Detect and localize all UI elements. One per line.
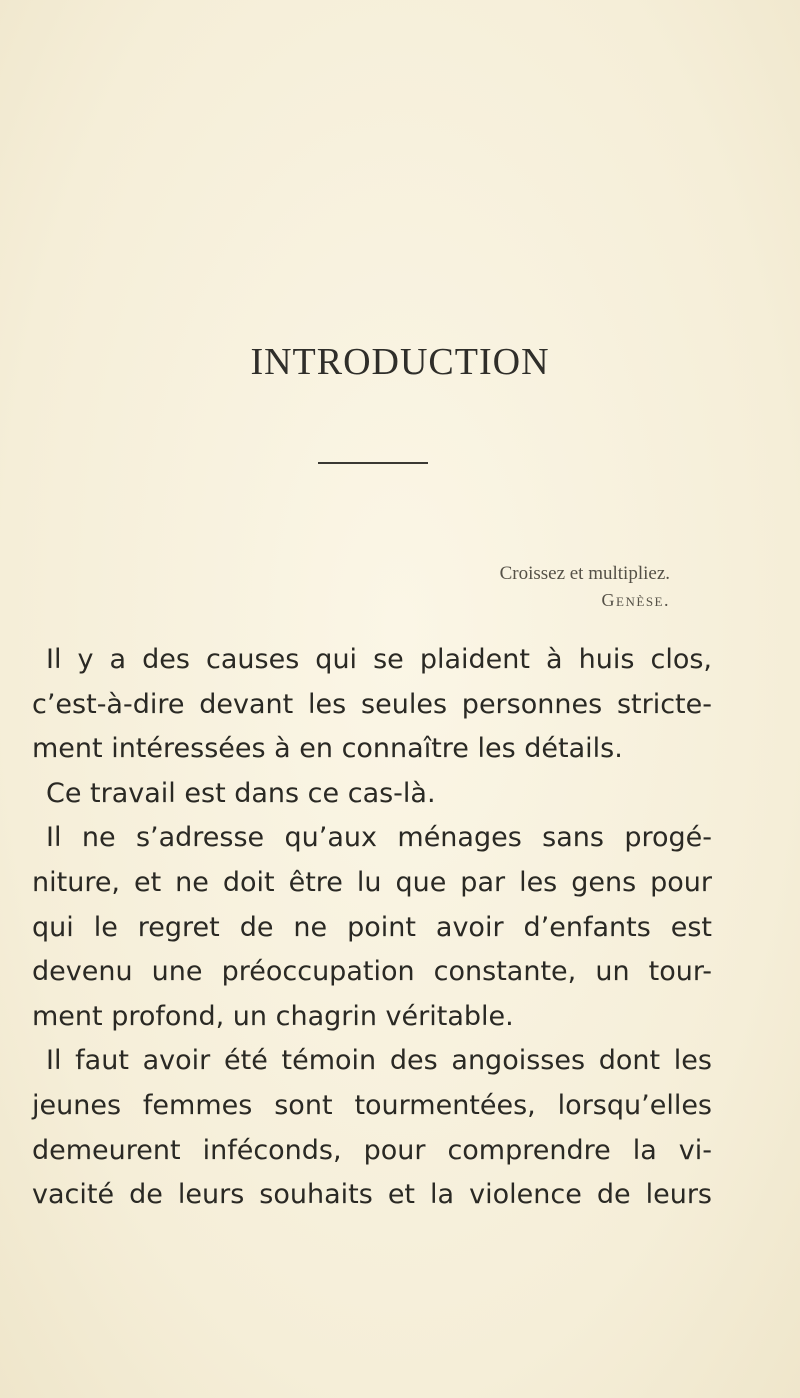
body-text bbox=[32, 638, 712, 1218]
text-line: vacité de leurs souhaits et la violence de leurs bbox=[32, 1179, 712, 1211]
text-line: niture, et ne doit être lu que par les gens pour bbox=[32, 866, 712, 898]
epigraph-quote: Croissez et multipliez. bbox=[499, 563, 670, 584]
text-line: jeunes femmes sont tourmentées, lorsqu’elles bbox=[32, 1089, 712, 1121]
text-line: Il y a des causes qui se plaident à huis clos, bbox=[46, 644, 712, 675]
epigraph-source: Genèse. bbox=[601, 590, 670, 610]
text-line: devenu une préoccupation constante, un tour- bbox=[32, 956, 712, 988]
text-line: Il faut avoir été témoin des angoisses dont les bbox=[46, 1045, 712, 1077]
text-line: Il ne s’adresse qu’aux ménages sans progé- bbox=[46, 822, 712, 854]
text-line: demeurent inféconds, pour comprendre la vi- bbox=[32, 1134, 712, 1166]
title-rule bbox=[318, 462, 428, 464]
text-line: c’est-à-dire devant les seules personnes stricte- bbox=[32, 688, 712, 720]
text-line: qui le regret de ne point avoir d’enfants est bbox=[32, 911, 712, 943]
epigraph bbox=[350, 560, 670, 614]
text-line: ment profond, un chagrin véritable. bbox=[32, 1000, 514, 1032]
text-line: Ce travail est dans ce cas-là. bbox=[46, 777, 436, 809]
text-line: ment intéressées à en connaître les détails. bbox=[32, 733, 623, 765]
chapter-title: INTRODUCTION bbox=[250, 341, 550, 383]
